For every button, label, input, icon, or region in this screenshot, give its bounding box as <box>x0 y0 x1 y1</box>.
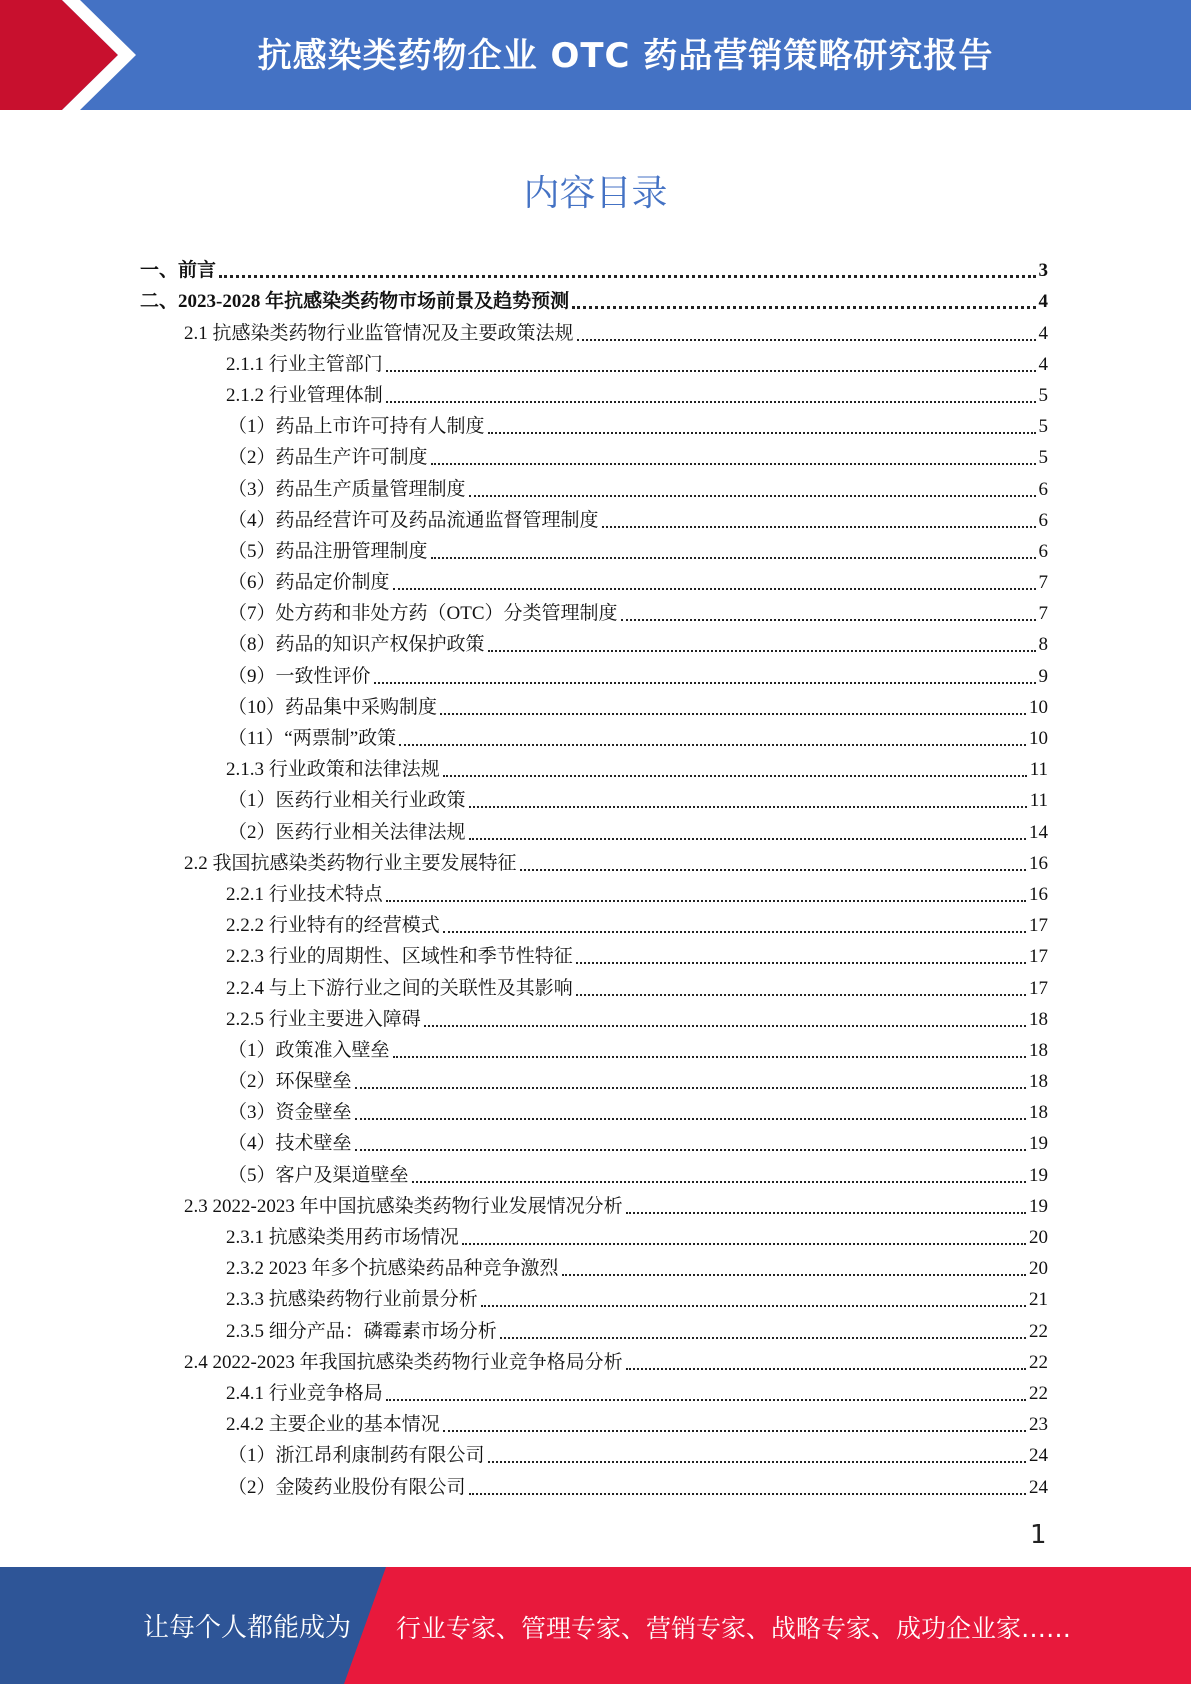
dot-leader <box>626 1368 1026 1370</box>
toc-entry-title: 2.1.1 行业主管部门 <box>226 353 383 375</box>
page-number: 1 <box>1030 1520 1047 1550</box>
header-band <box>0 0 1191 110</box>
toc-entry-title: 2.4.2 主要企业的基本情况 <box>226 1414 440 1436</box>
toc-entry-title: 2.2 我国抗感染类药物行业主要发展特征 <box>184 852 517 874</box>
toc-entry[interactable] <box>140 314 1048 345</box>
dot-leader <box>443 931 1026 933</box>
toc-entry[interactable] <box>140 657 1048 688</box>
toc-entry-page: 11 <box>1029 759 1048 781</box>
toc-heading: 内容目录 <box>523 173 668 214</box>
dot-leader <box>626 1212 1026 1214</box>
toc-entry[interactable] <box>140 1094 1048 1125</box>
toc-entry[interactable] <box>140 252 1048 283</box>
toc-entry-page: 21 <box>1029 1289 1048 1311</box>
toc-entry-title: 2.3 2022-2023 年中国抗感染类药物行业发展情况分析 <box>184 1195 623 1217</box>
toc-entry[interactable] <box>140 969 1048 1000</box>
dot-leader <box>386 401 1036 403</box>
dot-leader <box>488 650 1036 652</box>
toc-entry-title: （2）医药行业相关法律法规 <box>228 821 466 843</box>
toc-entry-page: 22 <box>1029 1382 1048 1404</box>
report-title: 抗感染类药物企业 OTC 药品营销策略研究报告 <box>257 36 994 76</box>
toc-entry-title: 2.1.2 行业管理体制 <box>226 384 383 406</box>
toc-entry-title: （3）药品生产质量管理制度 <box>228 478 466 500</box>
toc-entry[interactable] <box>140 813 1048 844</box>
toc-entry[interactable] <box>140 938 1048 969</box>
toc-entry[interactable] <box>140 1250 1048 1281</box>
toc-entry[interactable] <box>140 564 1048 595</box>
dot-leader <box>431 557 1036 559</box>
dot-leader <box>424 1025 1026 1027</box>
dot-leader <box>481 1305 1026 1307</box>
dot-leader <box>576 994 1026 996</box>
toc-entry-page: 6 <box>1038 509 1048 531</box>
toc-entry-title: （5）客户及渠道壁垒 <box>228 1164 409 1186</box>
toc-entry-title: 2.3.2 2023 年多个抗感染药品种竞争激烈 <box>226 1258 559 1280</box>
dot-leader <box>440 713 1026 715</box>
toc-entry[interactable] <box>140 1156 1048 1187</box>
dot-leader <box>469 806 1027 808</box>
toc-entry-page: 22 <box>1029 1320 1048 1342</box>
toc-entry-page: 17 <box>1029 946 1048 968</box>
toc-entry-page: 19 <box>1029 1133 1048 1155</box>
toc-entry[interactable] <box>140 1125 1048 1156</box>
toc-entry-title: （8）药品的知识产权保护政策 <box>228 634 485 656</box>
toc-entry-page: 16 <box>1029 852 1048 874</box>
dot-leader <box>374 682 1036 684</box>
toc-entry-title: 2.2.3 行业的周期性、区域性和季节性特征 <box>226 946 573 968</box>
toc-entry-page: 6 <box>1038 478 1048 500</box>
toc-entry-title: （1）政策准入壁垒 <box>228 1039 390 1061</box>
toc-entry-title: （1）药品上市许可持有人制度 <box>228 416 485 438</box>
toc-entry-title: （4）技术壁垒 <box>228 1133 352 1155</box>
toc-entry-page: 18 <box>1029 1102 1048 1124</box>
toc-entry[interactable] <box>140 845 1048 876</box>
toc-entry[interactable] <box>140 1344 1048 1375</box>
toc-entry-page: 5 <box>1038 384 1048 406</box>
toc-entry[interactable] <box>140 1032 1048 1063</box>
toc-entry-title: （4）药品经营许可及药品流通监督管理制度 <box>228 509 599 531</box>
toc-entry[interactable] <box>140 907 1048 938</box>
dot-leader <box>500 1337 1026 1339</box>
dot-leader <box>469 838 1026 840</box>
toc-entry[interactable] <box>140 1468 1048 1499</box>
toc-entry[interactable] <box>140 1375 1048 1406</box>
toc-entry-title: （11）“两票制”政策 <box>228 728 397 749</box>
toc-entry-title: 二、2023-2028 年抗感染类药物市场前景及趋势预测 <box>140 291 570 313</box>
toc-entry[interactable] <box>140 408 1048 439</box>
toc-entry-page: 8 <box>1038 634 1048 656</box>
toc-entry-page: 16 <box>1029 883 1048 905</box>
toc-entry-page: 7 <box>1038 603 1048 625</box>
toc-entry-page: 9 <box>1038 665 1048 687</box>
dot-leader <box>443 775 1027 777</box>
toc-entry-title: （2）药品生产许可制度 <box>228 447 428 469</box>
dot-leader <box>602 526 1036 528</box>
toc-entry[interactable] <box>140 283 1048 314</box>
dot-leader <box>355 1149 1026 1151</box>
toc-entry-page: 7 <box>1038 572 1048 594</box>
toc-entry[interactable] <box>140 346 1048 377</box>
dot-leader <box>219 275 1035 278</box>
toc-entry-title: 2.3.5 细分产品：磷霉素市场分析 <box>226 1320 497 1342</box>
footer-slogan-left: 让每个人都能成为 <box>143 1613 352 1643</box>
toc-entry-title: 一、前言 <box>140 260 217 282</box>
toc-entry[interactable] <box>140 470 1048 501</box>
dot-leader <box>355 1118 1026 1120</box>
toc-entry-title: （10）药品集中采购制度 <box>228 696 438 718</box>
dot-leader <box>355 1087 1026 1089</box>
toc-entry-page: 4 <box>1038 291 1048 313</box>
footer-slogan-right: 行业专家、管理专家、营销专家、战略专家、成功企业家…… <box>396 1614 1072 1643</box>
toc-entry[interactable] <box>140 876 1048 907</box>
toc-entry[interactable] <box>140 626 1048 657</box>
toc-entry-page: 10 <box>1029 696 1048 718</box>
toc-entry-title: （1）医药行业相关行业政策 <box>228 790 466 812</box>
toc-entry[interactable] <box>140 1281 1048 1312</box>
toc-entry-title: 2.1.3 行业政策和法律法规 <box>226 759 440 781</box>
dot-leader <box>443 1430 1026 1432</box>
toc-entry-page: 17 <box>1029 915 1048 937</box>
dot-leader <box>393 588 1036 590</box>
toc-entry-page: 24 <box>1029 1476 1048 1498</box>
toc-entry-page: 19 <box>1029 1195 1048 1217</box>
toc-entry[interactable] <box>140 439 1048 470</box>
toc-entry-title: （1）浙江昂利康制药有限公司 <box>228 1445 485 1467</box>
toc-entry-title: （5）药品注册管理制度 <box>228 540 428 562</box>
toc-entry[interactable] <box>140 533 1048 564</box>
toc-entry-title: 2.4 2022-2023 年我国抗感染类药物行业竞争格局分析 <box>184 1351 623 1373</box>
toc-entry[interactable] <box>140 1312 1048 1343</box>
toc-entry-page: 14 <box>1029 821 1048 843</box>
toc-entry[interactable] <box>140 720 1048 751</box>
toc-entry[interactable] <box>140 502 1048 533</box>
toc-entry-page: 11 <box>1029 790 1048 812</box>
toc-entry-title: 2.3.3 抗感染药物行业前景分析 <box>226 1289 478 1311</box>
toc-entry[interactable] <box>140 1001 1048 1032</box>
dot-leader <box>386 370 1036 372</box>
dot-leader <box>386 900 1026 902</box>
dot-leader <box>393 1056 1026 1058</box>
toc-entry-page: 19 <box>1029 1164 1048 1186</box>
table-of-contents <box>140 252 1048 1500</box>
dot-leader <box>488 1461 1026 1463</box>
toc-entry-page: 5 <box>1038 447 1048 469</box>
dot-leader <box>562 1274 1026 1276</box>
toc-entry[interactable] <box>140 377 1048 408</box>
toc-entry-page: 20 <box>1029 1258 1048 1280</box>
dot-leader <box>488 432 1036 434</box>
dot-leader <box>386 1399 1026 1401</box>
dot-leader <box>399 744 1026 746</box>
toc-entry-page: 18 <box>1029 1039 1048 1061</box>
toc-entry-page: 18 <box>1029 1071 1048 1093</box>
toc-entry[interactable] <box>140 1437 1048 1468</box>
toc-entry-title: （9）一致性评价 <box>228 665 371 687</box>
toc-entry-title: 2.2.4 与上下游行业之间的关联性及其影响 <box>226 977 573 999</box>
toc-entry[interactable] <box>140 1063 1048 1094</box>
dot-leader <box>469 1493 1026 1495</box>
toc-entry-page: 4 <box>1038 322 1048 344</box>
toc-entry-title: （3）资金壁垒 <box>228 1102 352 1124</box>
dot-leader <box>577 339 1036 341</box>
toc-entry[interactable] <box>140 782 1048 813</box>
toc-entry-title: （2）金陵药业股份有限公司 <box>228 1476 466 1498</box>
toc-entry[interactable] <box>140 1188 1048 1219</box>
dot-leader <box>572 306 1035 309</box>
toc-entry-title: （6）药品定价制度 <box>228 572 390 594</box>
toc-entry-page: 20 <box>1029 1227 1048 1248</box>
dot-leader <box>469 495 1036 497</box>
dot-leader <box>621 619 1036 621</box>
toc-entry[interactable] <box>140 751 1048 782</box>
toc-entry-page: 17 <box>1029 977 1048 999</box>
toc-entry-title: 2.3.1 抗感染类用药市场情况 <box>226 1227 459 1248</box>
toc-entry-page: 10 <box>1029 728 1048 749</box>
dot-leader <box>431 463 1036 465</box>
dot-leader <box>520 869 1026 871</box>
toc-entry-page: 22 <box>1029 1351 1048 1373</box>
toc-entry-page: 4 <box>1038 353 1048 375</box>
toc-entry-title: （2）环保壁垒 <box>228 1071 352 1093</box>
toc-entry-title: 2.1 抗感染类药物行业监管情况及主要政策法规 <box>184 322 574 344</box>
toc-entry[interactable] <box>140 1406 1048 1437</box>
footer-band <box>0 1567 1191 1684</box>
toc-entry-title: 2.4.1 行业竞争格局 <box>226 1382 383 1404</box>
toc-entry-page: 5 <box>1038 416 1048 438</box>
toc-entry[interactable] <box>140 595 1048 626</box>
dot-leader <box>462 1243 1026 1245</box>
toc-entry-page: 3 <box>1038 260 1048 282</box>
toc-entry-page: 23 <box>1029 1414 1048 1436</box>
toc-entry-page: 18 <box>1029 1008 1048 1030</box>
toc-entry-title: 2.2.1 行业技术特点 <box>226 883 383 905</box>
toc-entry-page: 6 <box>1038 540 1048 562</box>
toc-entry-title: 2.2.2 行业特有的经营模式 <box>226 915 440 937</box>
dot-leader <box>412 1181 1026 1183</box>
toc-entry-title: 2.2.5 行业主要进入障碍 <box>226 1008 421 1030</box>
toc-entry[interactable] <box>140 689 1048 720</box>
toc-entry-title: （7）处方药和非处方药（OTC）分类管理制度 <box>228 603 618 625</box>
toc-entry[interactable] <box>140 1219 1048 1250</box>
dot-leader <box>576 962 1026 964</box>
toc-entry-page: 24 <box>1029 1445 1048 1467</box>
